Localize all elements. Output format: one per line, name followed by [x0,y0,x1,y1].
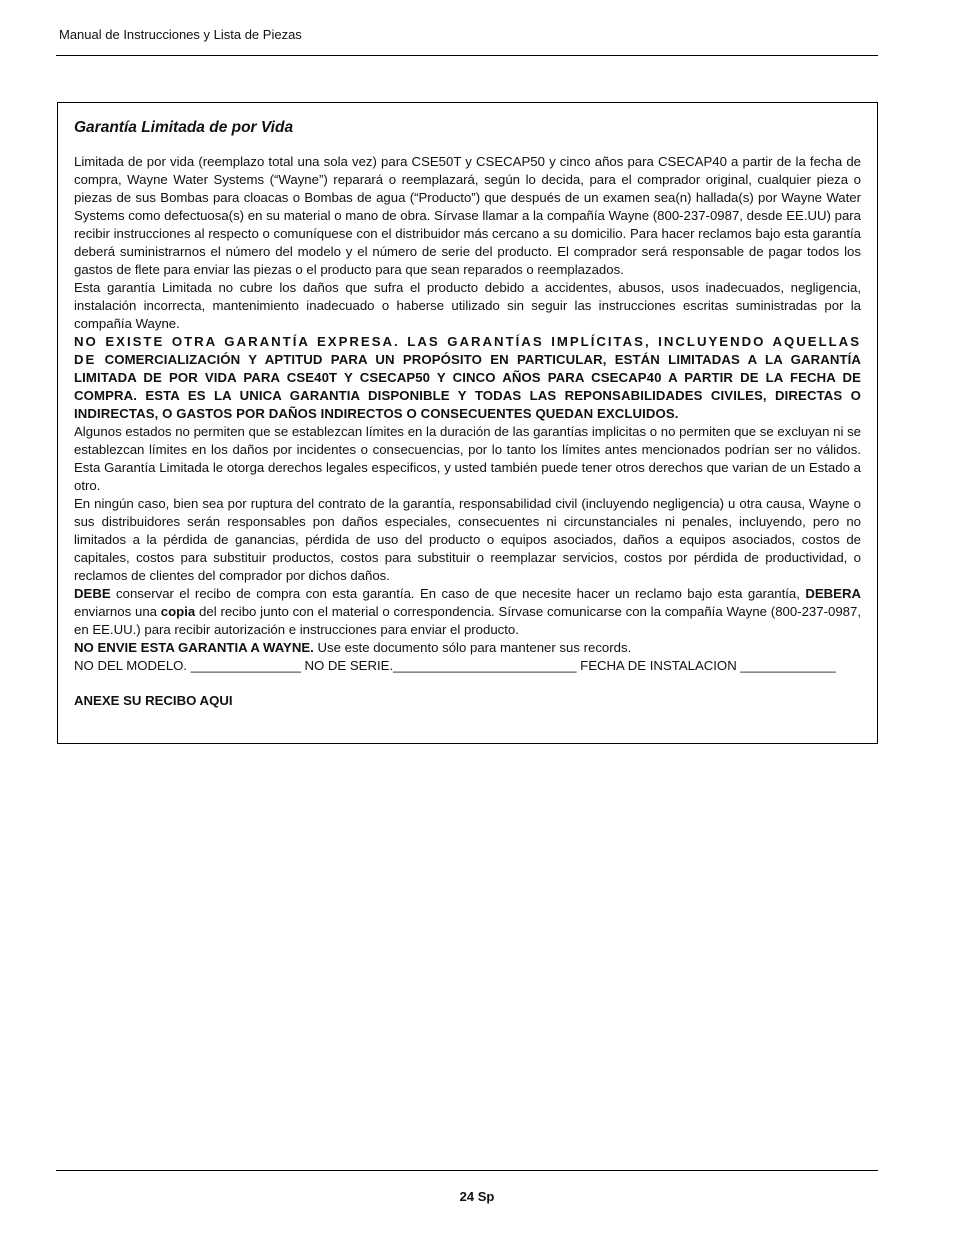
serial-label: NO DE SERIE. [300,658,394,673]
running-header: Manual de Instrucciones y Lista de Piezas [59,27,302,42]
model-label: NO DEL MODELO. [74,658,191,673]
install-date-label: FECHA DE INSTALACION [576,658,741,673]
page-number: 24 Sp [459,1189,495,1204]
warranty-box [57,102,878,744]
paragraph-text: conservar el recibo de compra con esta garantía. En caso de que necesite hacer un reclamo bajo esta garantía, [110,586,806,601]
paragraph-text: enviarnos una [74,604,161,619]
bold-term: copia [160,604,196,619]
disclaimer-paragraph [74,333,861,423]
notice-text: Use este documento sólo para mantener sus records. [313,640,632,655]
footer-divider [56,1170,878,1171]
warranty-paragraph: Algunos estados no permiten que se establezcan límites en la duración de las garantías implicitas o no permiten que se excluyan ni se establezcan límites en los daños por incidentes o consecuencias, por lo tanto los límites antes mencionados podrían ser no válidos. Esta Garantía Limitada le otorga derechos legales especificos, y usted también puede tener otros derechos que varian de un Estado a otro. [74,424,861,493]
bold-term: DEBERA [805,586,861,601]
notice-bold: NO ENVIE ESTA GARANTIA A WAYNE. [74,640,314,655]
warranty-paragraph: Limitada de por vida (reemplazo total una sola vez) para CSE50T y CSECAP50 y cinco años para CSECAP40 a partir de la fecha de compra, Wayne Water Systems (“Wayne”) reparará o reemplazará, según lo decida, para el comprador original, cualquier pieza o piezas de sus Bombas para cloacas o Bombas de agua (“Producto”) que después de un examen sea(n) hallada(s) por Wayne Water Systems como defectuosa(s) en su material o mano de obra. Sírvase llamar a la compañía Wayne (800-237-0987, desde EE.UU) para recibir instrucciones al respecto o comuníquese con el distribuidor más cercano a su domicilio. Para hacer reclamos bajo esta garantía deberá suministrarnos el número del modelo y el número de serie del producto. El comprador será responsable de pagar todos los gastos de flete para enviar las piezas o el producto para que sean reparados o reemplazados. [74,154,861,277]
disclaimer-rest: COMERCIALIZACIÓN Y APTITUD PARA UN PROPÓSITO EN PARTICULAR, ESTÁN LIMITADAS A LA GARANTÍA LIMITADA DE POR VIDA PARA CSE40T Y CSECAP50 Y CINCO AÑOS PARA CSECAP40 A PARTIR DE LA FECHA DE COMPRA. ESTA ES LA UNICA GARANTIA DISPONIBLE Y TODAS LAS REPONSABILIDADES CIVILES, DIRECTAS O INDIRECTAS, O GASTOS POR DAÑOS INDIRECTOS O CONSECUENTES QUEDAN EXCLUIDOS. [74,352,861,421]
warranty-body [74,153,861,657]
attach-receipt-label: ANEXE SU RECIBO AQUI [74,693,233,708]
header-divider [56,55,878,56]
receipt-paragraph [74,585,861,639]
registration-form-line [74,657,861,675]
warranty-paragraph: En ningún caso, bien sea por ruptura del contrato de la garantía, responsabilidad civil (incluyendo negligencia) u otra causa, Wayne o sus distribuidores serán responsables pon daños especiales, consecuentes ni circunstanciales ni penales, incluyendo, pero no limitados a la pérdida de ganancias, pérdida de uso del producto o equipos asociados, daños a equipos asociados, costos de capitales, costos para substituir productos, costos para substituir o reemplazar servicios, costos por pérdida de productividad, o reclamos de clientes del comprador por dichos daños. [74,496,861,583]
warranty-title: Garantía Limitada de por Vida [74,119,294,136]
disclaimer-first-line: NO EXISTE OTRA GARANTÍA EXPRESA. LAS GARANTÍAS IMPLÍCITAS, INCLUYENDO AQUELLAS DE [74,334,861,367]
paragraph-text: del recibo junto con el material o correspondencia. Sírvase comunicarse con la compañía Wayne (800-237-0987, en EE.UU.) para recibir autorización e instrucciones para enviar el producto. [74,604,861,637]
bold-term: DEBE [74,586,111,601]
warranty-paragraph: Esta garantía Limitada no cubre los daños que sufra el producto debido a accidentes, abusos, usos inadecuados, negligencia, instalación incorrecta, mantenimiento inadecuado o haberse utilizado sin seguir las instrucciones escritas suministradas por la compañía Wayne. [74,280,861,331]
install-date-field[interactable]: _____________ [740,658,836,673]
serial-number-field[interactable]: _________________________ [393,658,577,673]
model-number-field[interactable]: _______________ [190,658,301,673]
notice-paragraph [74,639,861,657]
